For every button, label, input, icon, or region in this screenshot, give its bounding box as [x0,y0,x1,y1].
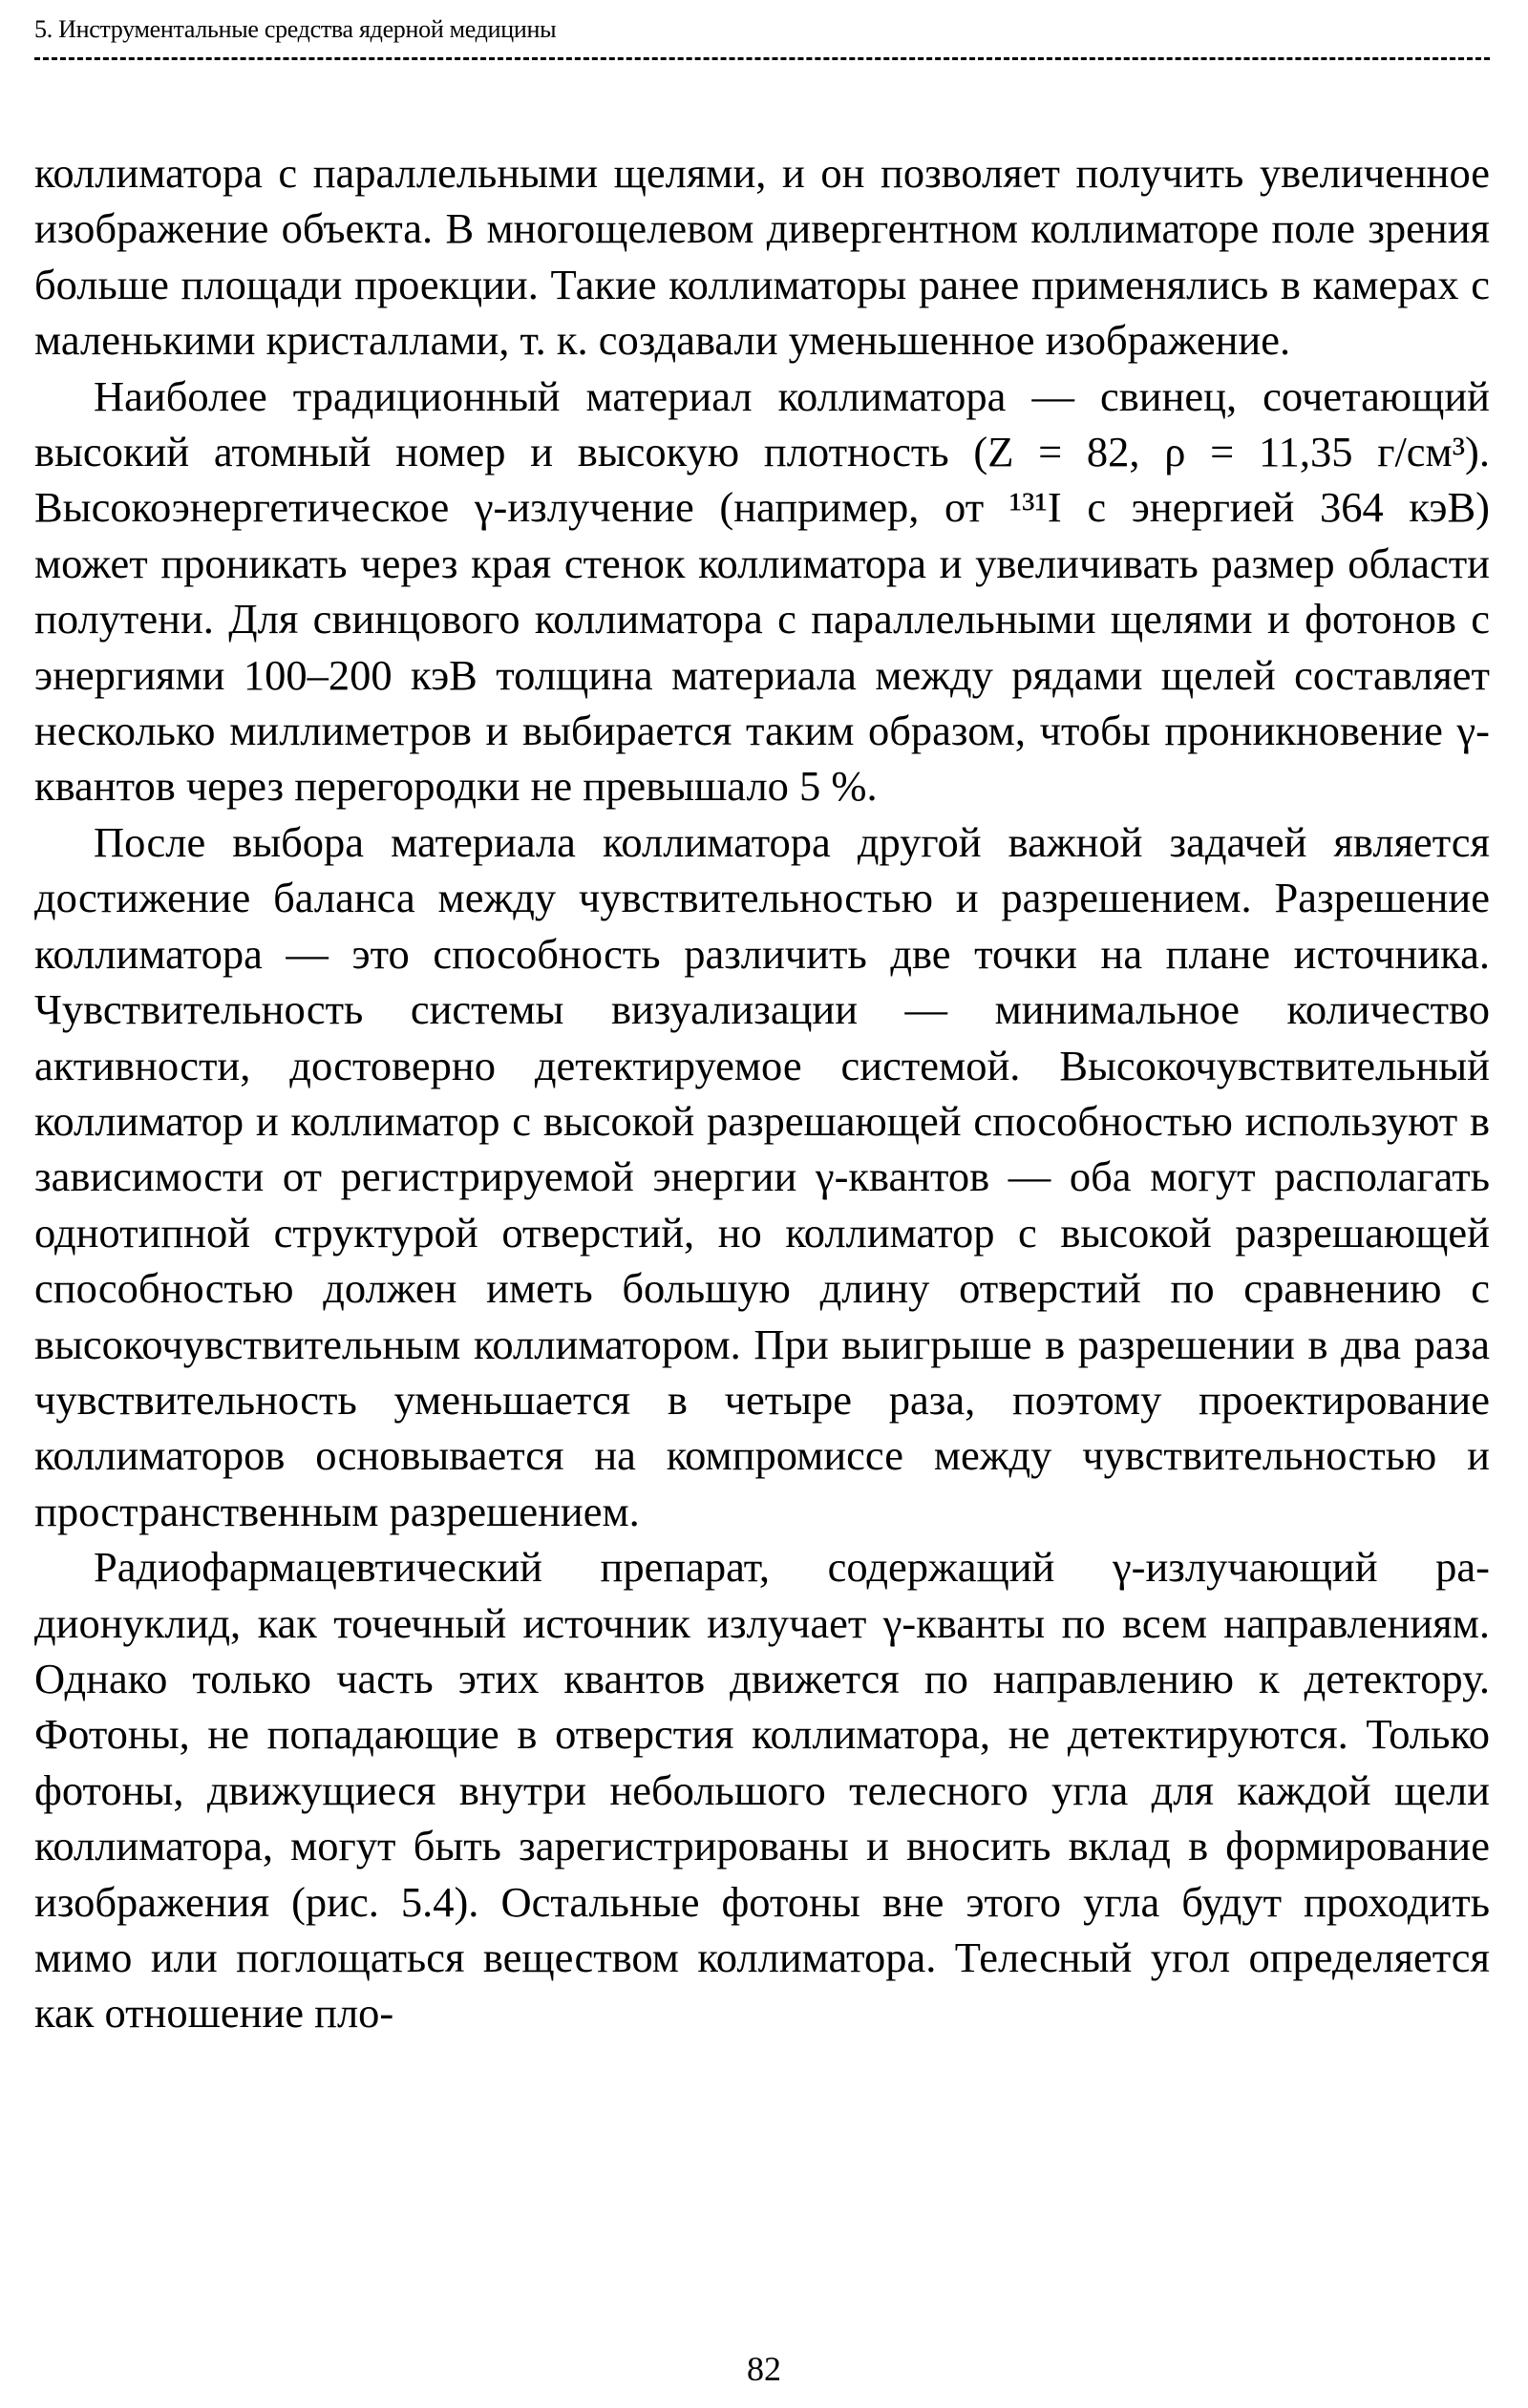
paragraph-1: коллиматора с параллельными щелями, и он позволяет получить увеличенное изображение объекта. В многощелевом дивергентном коллиматоре поле зрения больше площади проекции. Такие коллиматоры ранее применялись в камерах с маленькими кристаллами, т. к. создавали уменьшенное изображение. [34,149,1490,365]
paragraph-2: Наиболее традиционный материал коллиматора — свинец, сочетающий высокий атомный номер и высокую плотность (Z = 82, ρ = 11,35 г/см³). Высокоэнергетическое γ-излучение (например, от ¹³¹I с энергией 364 кэВ) может проникать через края стенок коллиматора и увеличивать размер области полутени. Для свинцового коллиматора с параллельными щелями и фотонов с энергиями 100–200 кэВ толщина материала между рядами щелей составляет несколько миллиметров и выбирается таким образом, чтобы проникновение γ-квантов через перегородки не превышало 5 %. [34,371,1490,811]
header-divider [34,57,1490,60]
body-text [34,145,1490,2041]
running-header: 5. Инструментальные средства ядерной медицины [34,15,557,43]
paragraph-4: Радиофармацевтический препарат, содержащий γ-излучающий радионуклид, как точечный источник излучает γ-кванты по всем направлениям. Однако только часть этих квантов движется по направлению к детектору. Фотоны, не попадающие в отверстия коллиматора, не детектируются. Только фотоны, движущиеся внутри небольшого телесного угла для каждой щели коллиматора, могут быть зарегистрированы и вносить вклад в формирование изображения (рис. 5.4). Остальные фотоны вне этого угла будут проходить мимо или поглощаться веществом коллиматора. Телесный угол определяется как отношение пло- [34,1543,1490,2038]
page-number: 82 [747,2350,781,2388]
paragraph-3: После выбора материала коллиматора другой важной задачей является достижение баланса между чувствительностью и разрешением. Разрешение коллиматора — это способность различить две точки на плане источника. Чувствительность системы визуализации — минимальное количество активности, достоверно детектируемое системой. Высокочувствительный коллиматор и коллиматор с высокой разрешающей способностью используют в зависимости от регистрируемой энергии γ-квантов — оба могут располагать однотипной структурой отверстий, но коллиматор с высокой разрешающей способностью должен иметь большую длину отверстий по сравнению с высокочувствительным коллиматором. При выигрыше в разрешении в два раза чувствительность уменьшается в четыре раза, поэтому проектирование коллиматоров основывается на компромиссе между чувствительностью и пространственным разрешением. [34,817,1490,1535]
